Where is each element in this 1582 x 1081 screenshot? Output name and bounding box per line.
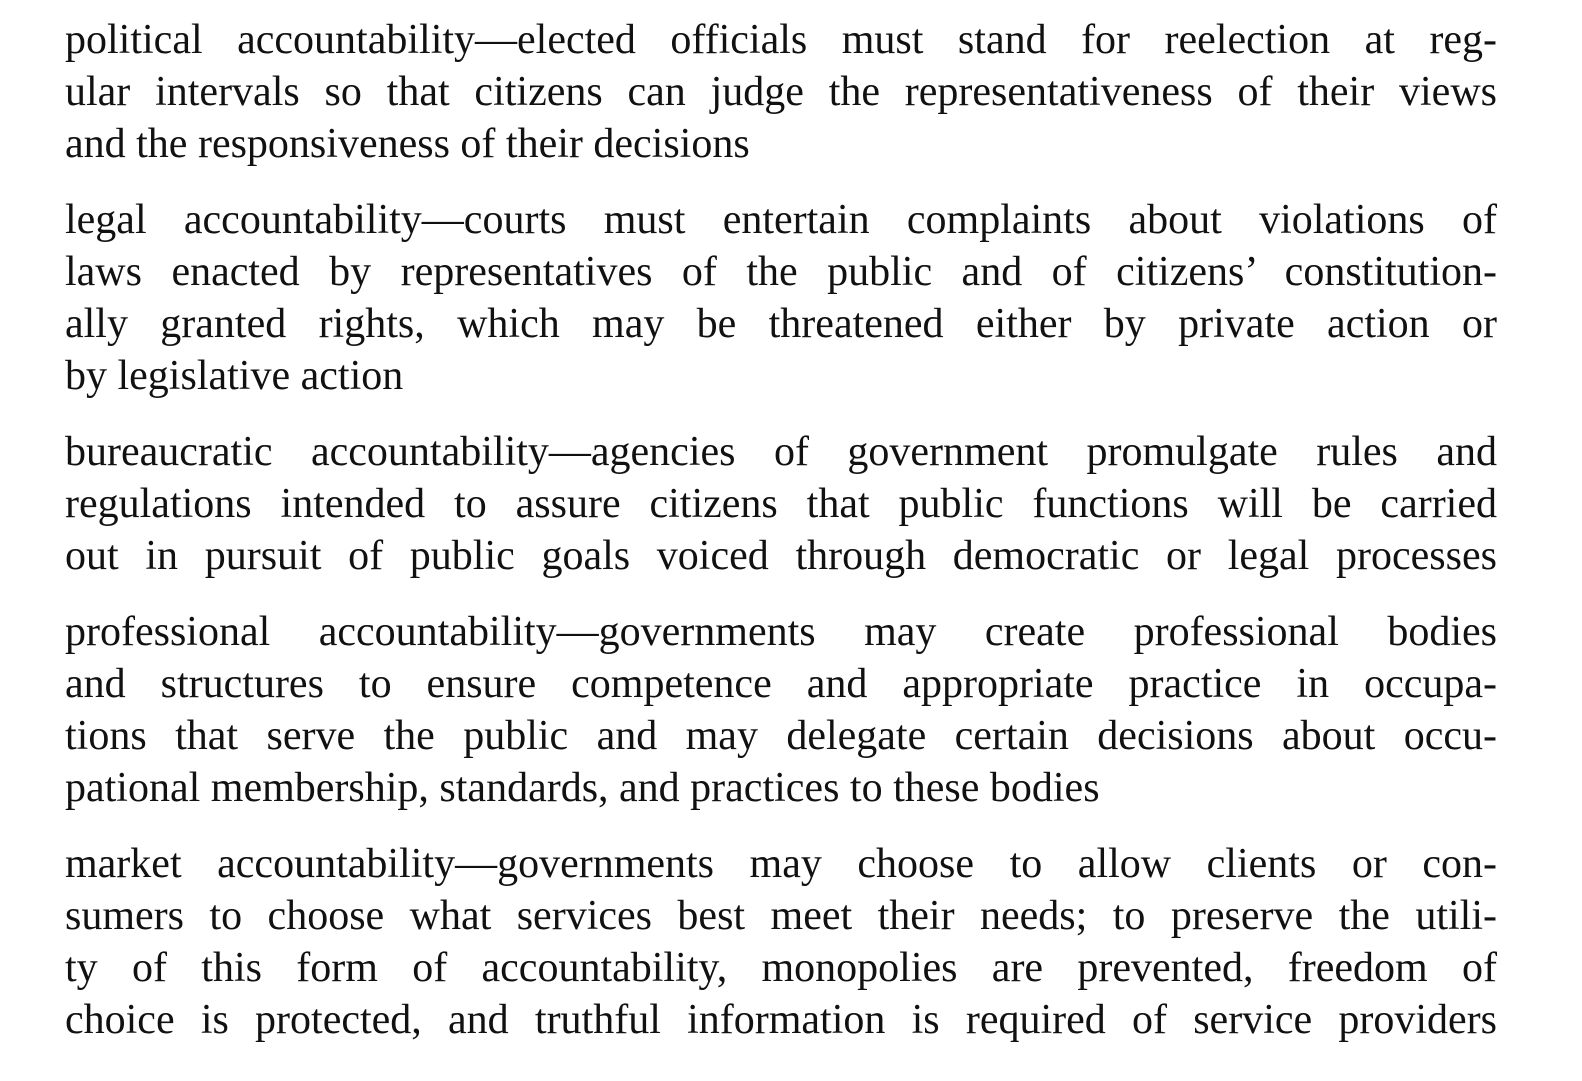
text-line: pational membership, standards, and practices to these bodies	[65, 765, 1100, 811]
text-line: tions that serve the public and may delegate certain decisions about occu-	[65, 713, 1497, 759]
entry-market-accountability	[65, 838, 1497, 1046]
text-line: market accountability—governments may choose to allow clients or con-	[65, 841, 1497, 887]
text-line: regulations intended to assure citizens that public functions will be carried	[65, 481, 1497, 527]
text-line: out in pursuit of public goals voiced through democratic or legal processes	[65, 533, 1497, 579]
text-line: ally granted rights, which may be threatened either by private action or	[65, 301, 1497, 347]
text-line: and the responsiveness of their decisions	[65, 121, 750, 167]
text-line: legal accountability—courts must entertain complaints about violations of	[65, 197, 1497, 243]
text-line: laws enacted by representatives of the public and of citizens’ constitution-	[65, 249, 1497, 295]
text-line: sumers to choose what services best meet their needs; to preserve the utili-	[65, 893, 1497, 939]
text-line: by legislative action	[65, 353, 404, 399]
text-line: political accountability—elected officials must stand for reelection at reg-	[65, 17, 1497, 63]
entry-political-accountability	[65, 14, 1497, 170]
text-line: bureaucratic accountability—agencies of government promulgate rules and	[65, 429, 1497, 475]
text-line: and structures to ensure competence and appropriate practice in occupa-	[65, 661, 1497, 707]
text-line: choice is protected, and truthful information is required of service providers	[65, 997, 1497, 1043]
text-line: ular intervals so that citizens can judge the representativeness of their views	[65, 69, 1497, 115]
document-page	[65, 14, 1497, 1070]
entry-legal-accountability	[65, 194, 1497, 402]
entry-professional-accountability	[65, 606, 1497, 814]
text-line: ty of this form of accountability, monopolies are prevented, freedom of	[65, 945, 1497, 991]
text-line: professional accountability—governments may create professional bodies	[65, 609, 1497, 655]
entry-bureaucratic-accountability	[65, 426, 1497, 582]
